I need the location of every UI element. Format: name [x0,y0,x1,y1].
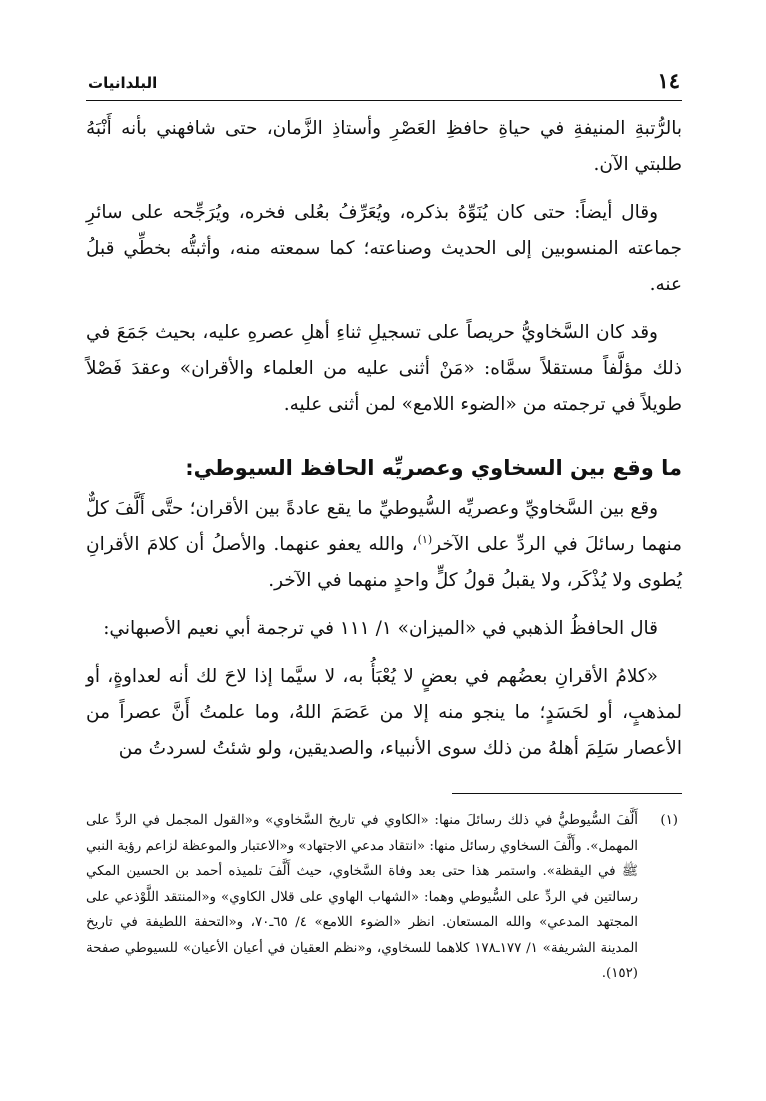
book-page [86,66,682,1066]
running-title: البلدانيات [88,74,158,92]
section-paragraph-1 [86,491,682,599]
footnote-text: أَلَّفَ السُّيوطيُّ في ذلك رسائلَ منها: «الكاوي في تاريخ السَّخاوي» و«القول المجمل في الردِّ على المهمل». وأَلَّفَ السخاوي رسائل منها: «انتقاد مدعي الاجتهاد» و«الاعتبار والموعظة لزاعم رؤية النبي ﷺ في اليقظة». واستمر هذا حتى بعد وفاة السَّخاوي، حيث أَلَّفَ تلميذه أحمد بن الحسين المكي رسالتين في الردِّ على السُّيوطي وهما: «الشهاب الهاوي على قلال الكاوي» و«المنتقد اللَّوْذعي على المجتهد المدعي» والله المستعان. انظر «الضوء اللامع» ٤/ ٦٥ـ٧٠، و«التحفة اللطيفة في تاريخ المدينة الشريفة» ١/ ١٧٧ـ١٧٨ كلاهما للسخاوي، و«نظم العقيان في أعيان الأعيان» للسيوطي صفحة (١٥٢). [86,813,638,981]
paragraph-2: وقال أيضاً: حتى كان يُنَوِّهُ بذكره، ويُعَرِّفُ بعُلى فخره، ويُرَجِّحه على سائرِ جماعته المنسوبين إلى الحديث وصناعته؛ كما سمعته منه، وأثبتُّه بخطِّي قبلُ عنه. [86,202,682,295]
section-paragraph-3: «كلامُ الأقرانِ بعضُهم في بعضٍ لا يُعْبَأُ به، لا سيَّما إذا لاحَ لك أنه لعداوةٍ، أو لمذهبٍ، أو لحَسَدٍ؛ ما ينجو منه إلا من عَصَمَ اللهُ، وما علمتُ أَنَّ عصراً من الأعصار سَلِمَ أهلهُ من ذلك سوى الأنبياء، والصديقين، ولو شئتُ لسردتُ من [86,666,682,759]
section-heading: ما وقع بين السخاوي وعصريِّه الحافظ السيوطي: [185,456,682,480]
paragraph-1: بالرُّتبةِ المنيفةِ في حياةِ حافظِ العَصْرِ وأستاذِ الزَّمان، حتى شافهني بأنه أَنْبَهُ طلبتي الآن. [86,118,682,175]
footnote-marker: (١) [660,813,678,828]
footnote-reference[interactable]: (١) [417,532,433,546]
footnote [86,808,682,987]
paragraph-3: وقد كان السَّخاويُّ حريصاً على تسجيلِ ثناءِ أهلِ عصرهِ عليه، بحيث جَمَعَ في ذلك مؤلَّفاً مستقلاً سمَّاه: «مَنْ أثنى عليه من العلماء والأقران» وعقدَ فَصْلاً طويلاً في ترجمته من «الضوء اللامع» لمن أثنى عليه. [86,322,682,415]
section-paragraph-1-text-a: وقع بين السَّخاويِّ وعصريِّه السُّيوطيِّ ما يقع عادةً بين الأقران؛ حتَّى أَلَّفَ كلٌّ منهما رسائلَ في الردِّ على الآخر [86,498,683,555]
page-number: ١٤ [657,68,680,93]
footnote-divider [452,793,682,794]
section-paragraph-2: قال الحافظُ الذهبي في «الميزان» ١/ ١١١ في ترجمة أبي نعيم الأصبهاني: [103,618,658,639]
page-header [86,66,682,101]
section-paragraph-1-text-b: ، والله يعفو عنهما. والأصلُ أن كلامَ الأقرانِ يُطوى ولا يُذْكَر، ولا يقبلُ قولُ كلٍّ واحدٍ منهما في الآخر. [86,534,682,591]
